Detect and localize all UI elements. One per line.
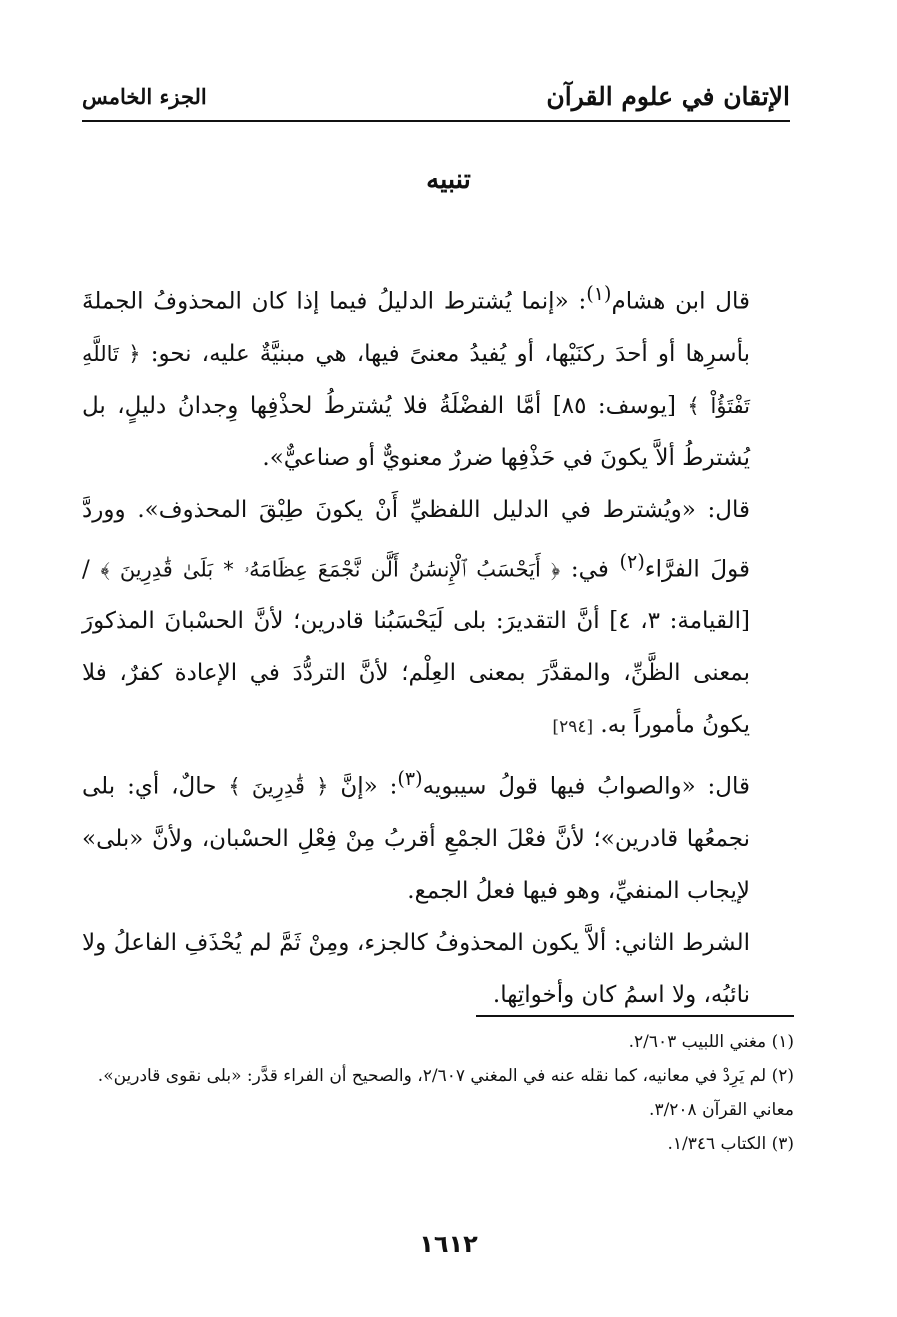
p2-text-a: قال: «ويُشترط في الدليل اللفظيِّ أَنْ يكونَ طِبْقَ المحذوف». ووردَّ قولَ الفرَّاء — [82, 496, 751, 583]
footnote-text: مغني اللبيب ٢/٦٠٣. — [628, 1032, 767, 1052]
quran-verse-yusuf: ﴿ تَاللَّهِ تَفْتَؤُاْ ﴾ — [82, 341, 751, 418]
p1-text-b: : «إنما يُشترط الدليلُ فيما إذا كان المحذوفُ الجملةَ بأسرِها أو أحدَ ركنَيْها، أو يُفيدُ معنىً فيها، هي مبنيَّةٌ عليه، نحو: — [82, 288, 750, 367]
p3-text-a: قال: «والصوابُ فيها قولُ سيبويه — [422, 773, 750, 800]
main-text — [82, 268, 794, 1021]
p1-text-a: قال ابن هشام — [611, 288, 750, 315]
p2-text-b: في: — [560, 556, 620, 583]
page-number: ١٦١٢ — [419, 1230, 478, 1258]
footnote-number: (١) — [771, 1032, 794, 1052]
part-title: الجزء الخامس — [82, 84, 207, 109]
running-header — [82, 78, 790, 122]
footnote-3 — [82, 1127, 794, 1161]
footnote-number: (٣) — [771, 1134, 794, 1154]
p3-text-c: حالٌ، أي: بلى نجمعُها قادرين»؛ لأنَّ فعْلَ الجمْعِ أقربُ مِنْ فِعْلِ الحسْبان، ولأنَّ «بلى» لإيجاب المنفيِّ، وهو فيها فعلُ الجمع. — [82, 773, 750, 904]
footnote-text: الكتاب ١/٣٤٦. — [667, 1134, 767, 1154]
paragraph-sibawayh — [82, 753, 794, 917]
p2-text-c: / [القيامة: ٣، ٤] أنَّ التقديرَ: بلى لَيَحْسَبُنا قادرين؛ لأنَّ الحسْبانَ المذكورَ بمعنى الظَّنِّ، والمقدَّرَ بمعنى العِلْم؛ لأنَّ التردُّدَ في الإعادة كفرٌ، فلا يكونُ مأموراً به. — [82, 556, 750, 739]
footnote-number: (٢) — [771, 1066, 794, 1086]
p1-text-c: [يوسف: ٨٥] أمَّا الفضْلَةُ فلا يُشترطُ لحذْفِها وِجدانُ دليلٍ، بل يُشترطُ ألاَّ يكونَ في حَذْفِها ضررٌ معنويٌّ أو صناعيٌّ». — [82, 392, 750, 471]
footnote-ref-2: (٢) — [619, 549, 645, 573]
footnote-ref-1: (١) — [586, 282, 612, 305]
marginal-page-marker: [٢٩٤] — [552, 717, 594, 738]
footnote-ref-3: (٣) — [397, 767, 423, 791]
p3-text-b: : «إنَّ — [328, 773, 398, 800]
footnote-2 — [82, 1059, 794, 1127]
quran-word-qadirin: ﴿ قَٰدِرِينَ ﴾ — [228, 774, 329, 799]
footnote-1 — [82, 1025, 794, 1059]
paragraph-second-condition: الشرط الثاني: ألاَّ يكون المحذوفُ كالجزء، ومِنْ ثَمَّ لم يُحْذَفِ الفاعلُ ولا نائبُه، ولا اسمُ كان وأخواتِها. — [82, 929, 750, 1008]
paragraph-farra — [82, 484, 794, 754]
section-heading: تنبيه — [426, 165, 471, 195]
footnote-text: لم يَرِدْ في معانيه، كما نقله عنه في المغني ٢/٦٠٧، والصحيح أن الفراء قدَّر: «بلى نقوى قادرين». معاني القرآن ٣/٢٠٨. — [97, 1066, 794, 1120]
quran-verse-qiyamah: ﴿ أَيَحْسَبُ ٱلْإِنسَٰنُ أَلَّن نَّجْمَعَ عِظَامَهُۥ * بَلَىٰ قَٰدِرِينَ ﴾ — [100, 557, 561, 582]
paragraph-ibn-hisham — [82, 268, 794, 484]
footnotes — [82, 1025, 794, 1161]
book-title: الإتقان في علوم القرآن — [546, 82, 790, 111]
footnote-divider — [476, 1015, 794, 1017]
